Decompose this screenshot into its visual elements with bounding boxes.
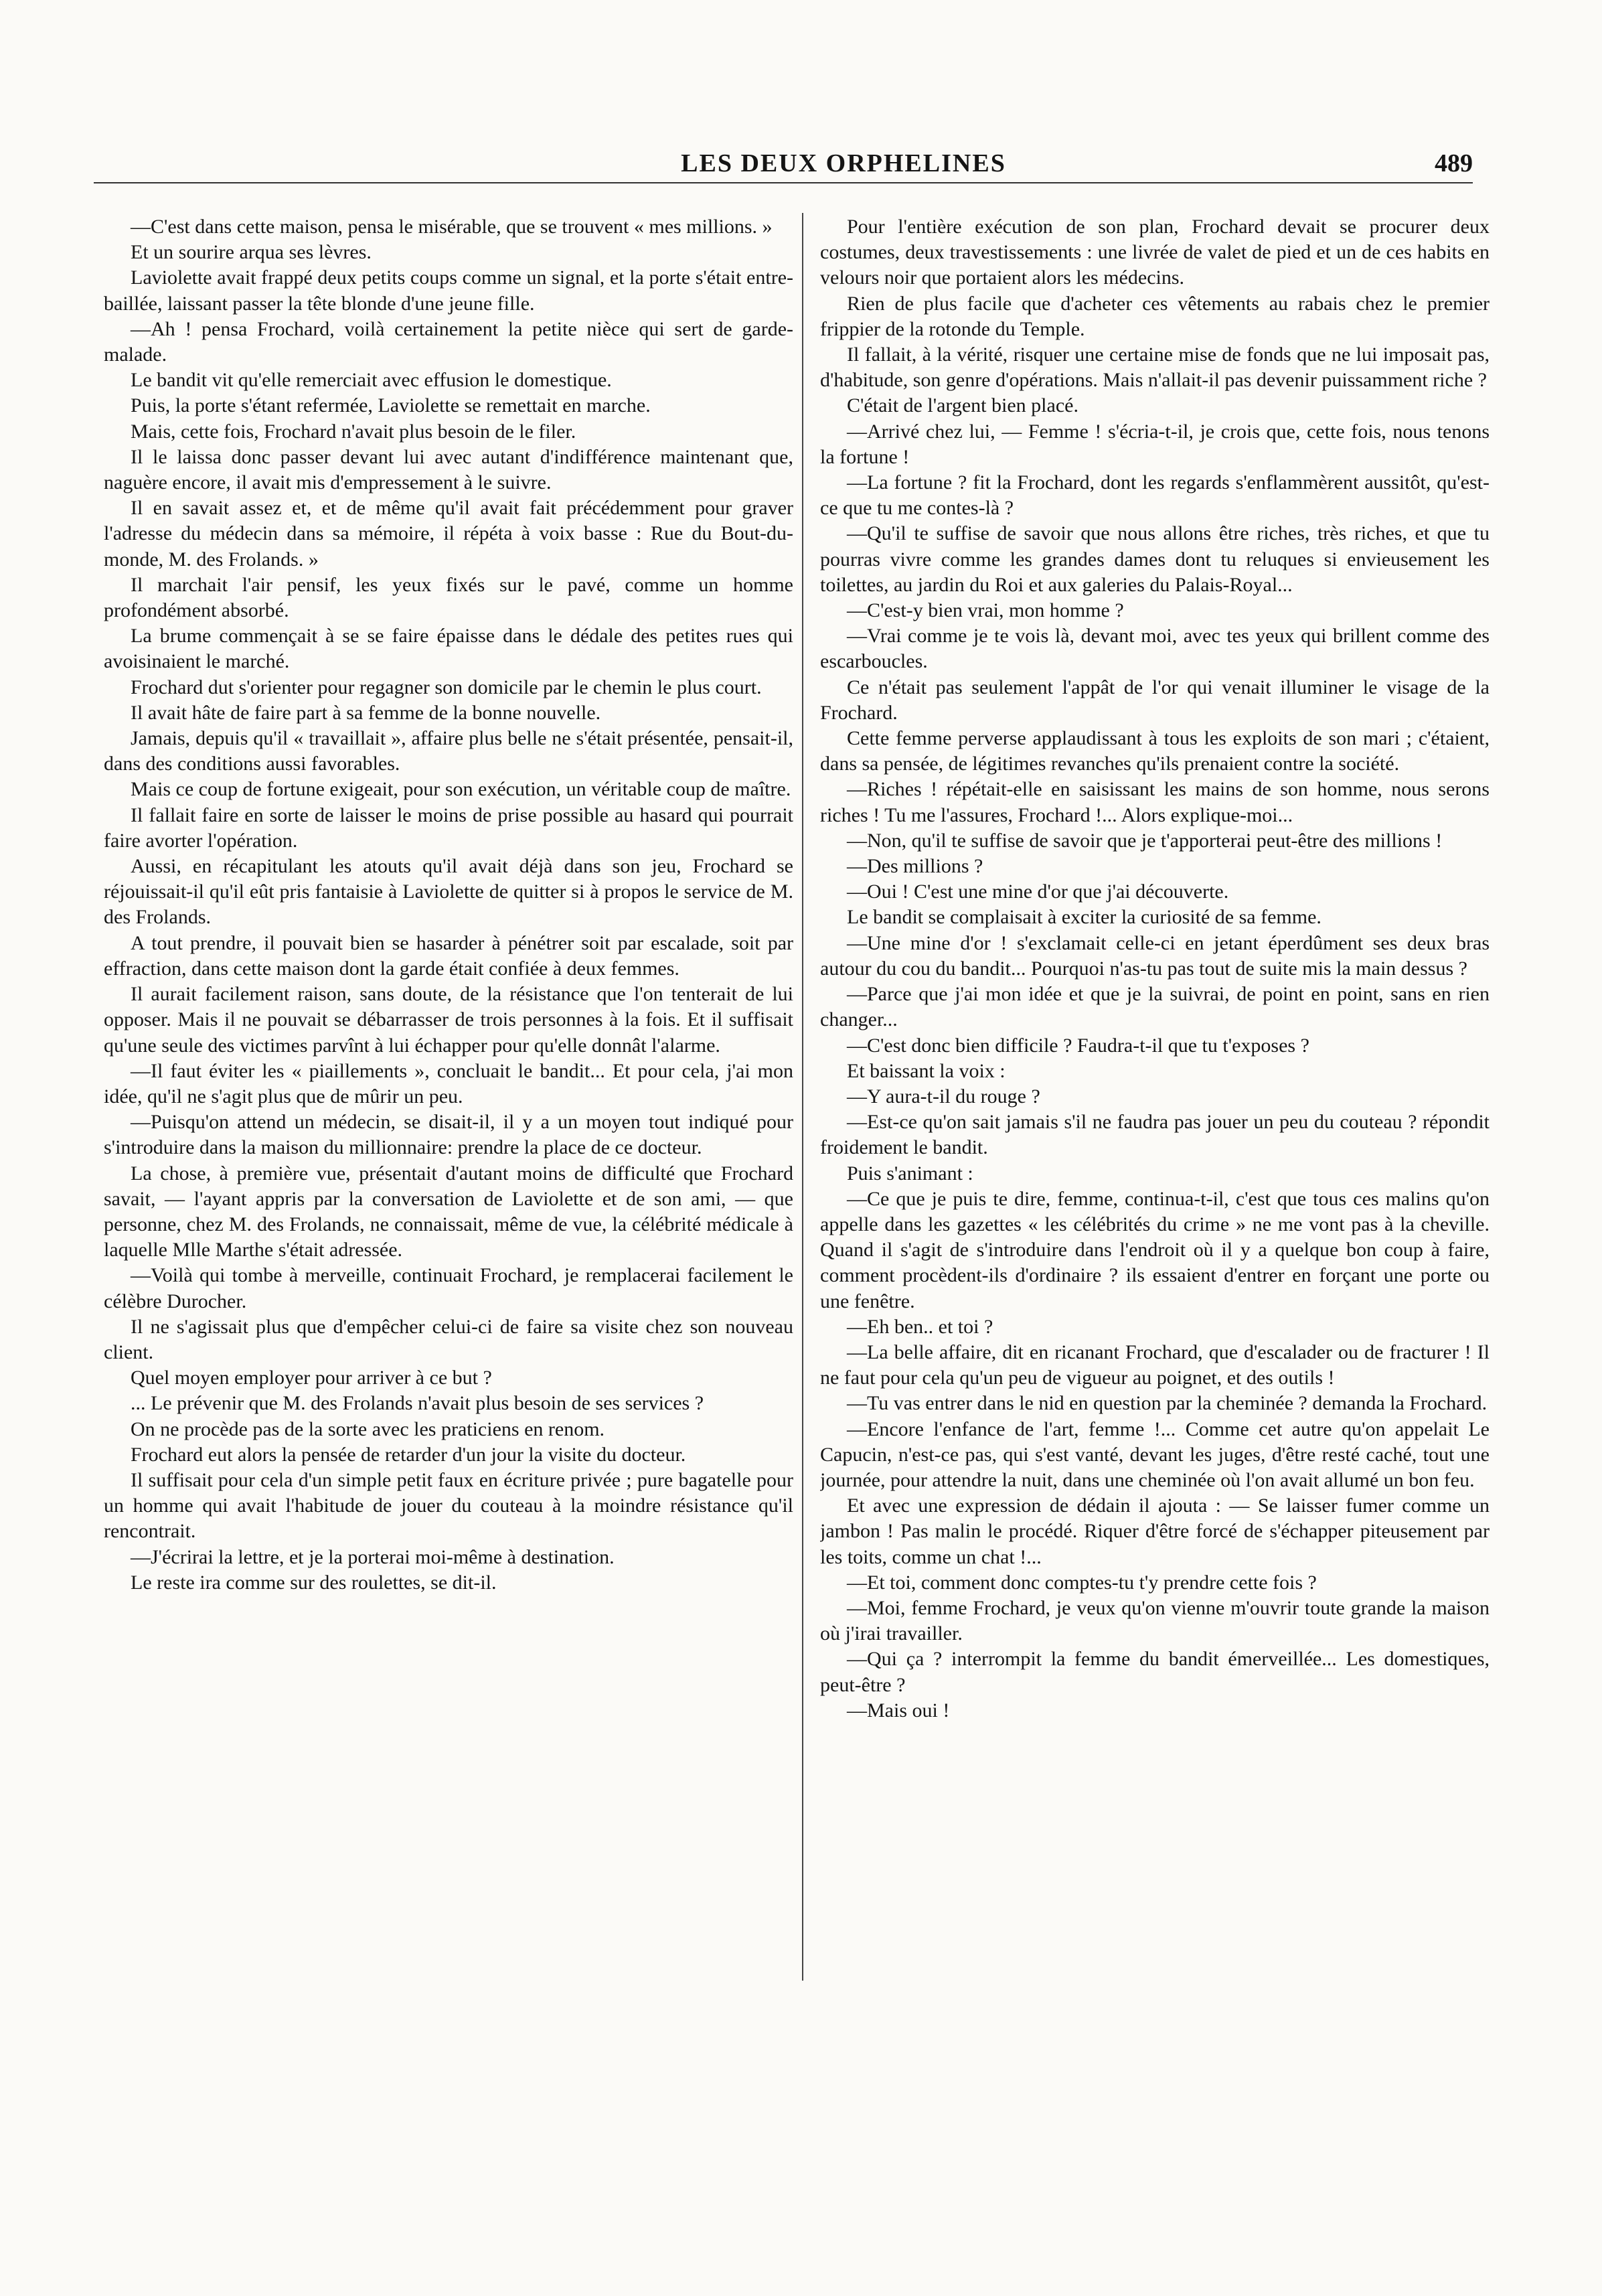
paragraph: Il ne s'agissait plus que d'empêcher celui-ci de faire sa visite chez son nouveau client. <box>104 1315 793 1363</box>
running-title: LES DEUX ORPHELINES <box>681 149 1006 177</box>
paragraph: Cette femme perverse applaudissant à tous les exploits de son mari ; c'étaient, dans sa pensée, de légitimes revanches qu'ils prenaient contre la société. <box>820 727 1490 775</box>
paragraph: —Et toi, comment donc comptes-tu t'y prendre cette fois ? <box>847 1571 1317 1594</box>
paragraph: Il en savait assez et, et de même qu'il avait fait précédemment pour graver l'adresse du médecin dans sa mémoire, il répéta à voix basse : Rue du Bout-du-monde, M. des Frolands. » <box>104 497 793 570</box>
paragraph: Il suffisait pour cela d'un simple petit faux en écriture privée ; pure bagatelle pour un homme qui avait l'habitude de jouer du couteau à la moindre résistance qu'il rencontrait. <box>104 1468 793 1543</box>
paragraph: —Mais oui ! <box>847 1699 950 1721</box>
paragraph: Aussi, en récapitulant les atouts qu'il avait déjà dans son jeu, Frochard se réjouissait-il qu'il eût pris fantaisie à Laviolette de quitter si à propos le service de M. des Frolands. <box>104 855 793 929</box>
paragraph: —Moi, femme Frochard, je veux qu'on vienne m'ouvrir toute grande la maison où j'irai travailler. <box>820 1596 1490 1645</box>
paragraph: Jamais, depuis qu'il « travaillait », affaire plus belle ne s'était présentée, pensait-il, dans des conditions aussi favorables. <box>104 727 793 775</box>
paragraph: Il marchait l'air pensif, les yeux fixés sur le pavé, comme un homme profondément absorbé. <box>104 573 793 622</box>
paragraph: Frochard eut alors la pensée de retarder d'un jour la visite du docteur. <box>131 1443 686 1466</box>
paragraph: —Parce que j'ai mon idée et que je la suivrai, de point en point, sans en rien changer... <box>820 983 1490 1031</box>
paragraph: —Ah ! pensa Frochard, voilà certainement la petite nièce qui sert de garde-malade. <box>104 317 793 366</box>
paragraph: Ce n'était pas seulement l'appât de l'or qui venait illuminer le visage de la Frochard. <box>820 676 1490 724</box>
paragraph: —Arrivé chez lui, — Femme ! s'écria-t-il, je crois que, cette fois, nous tenons la fortune ! <box>820 420 1490 468</box>
paragraph: —Non, qu'il te suffise de savoir que je t'apporterai peut-être des millions ! <box>847 829 1443 852</box>
left-column <box>104 214 793 2243</box>
paragraph: Mais, cette fois, Frochard n'avait plus besoin de le filer. <box>131 420 576 443</box>
paragraph: Et un sourire arqua ses lèvres. <box>131 241 372 264</box>
paragraph: —Qu'il te suffise de savoir que nous allons être riches, très riches, et que tu pourras vivre comme les grandes dames dont tu reluques si envieusement les toilettes, au jardin du Roi et aux galeries du Palais-Royal... <box>820 522 1490 596</box>
paragraph: —Qui ça ? interrompit la femme du bandit émerveillée... Les domestiques, peut-être ? <box>820 1648 1490 1696</box>
paragraph: La brume commençait à se se faire épaisse dans le dédale des petites rues qui avoisinaient le marché. <box>104 625 793 673</box>
paragraph: La chose, à première vue, présentait d'autant moins de difficulté que Frochard savait, — l'ayant appris par la conversation de Laviolette et de son ami, — que personne, chez M. des Frolands, ne connaissait, même de vue, la célébrité médicale à laquelle Mlle Marthe s'était adressée. <box>104 1162 793 1261</box>
paragraph: —C'est-y bien vrai, mon homme ? <box>847 599 1124 622</box>
paragraph: —Est-ce qu'on sait jamais s'il ne faudra pas jouer un peu du couteau ? répondit froidement le bandit. <box>820 1111 1490 1159</box>
page-number: 489 <box>1435 149 1473 177</box>
paragraph: Il avait hâte de faire part à sa femme de la bonne nouvelle. <box>131 701 601 724</box>
paragraph: Le bandit vit qu'elle remerciait avec effusion le domestique. <box>131 369 612 392</box>
right-column <box>820 214 1490 2243</box>
paragraph: —C'est dans cette maison, pensa le misérable, que se trouvent « mes millions. » <box>131 216 773 238</box>
paragraph: —Voilà qui tombe à merveille, continuait Frochard, je remplacerai facilement le célèbre Durocher. <box>104 1264 793 1312</box>
paragraph: C'était de l'argent bien placé. <box>847 394 1078 417</box>
paragraph: —Tu vas entrer dans le nid en question par la cheminée ? demanda la Frochard. <box>847 1392 1488 1415</box>
paragraph: Pour l'entière exécution de son plan, Frochard devait se procurer deux costumes, deux travestissements : une livrée de valet de pied et un de ces habits en velours noir que portaient alors les médecins. <box>820 216 1490 289</box>
paragraph: —J'écrirai la lettre, et je la porterai moi-même à destination. <box>131 1545 615 1568</box>
paragraph: Et baissant la voix : <box>847 1059 1006 1082</box>
paragraph: Il fallait faire en sorte de laisser le moins de prise possible au hasard qui pourrait faire avorter l'opération. <box>104 803 793 852</box>
paragraph: —Y aura-t-il du rouge ? <box>847 1085 1040 1107</box>
paragraph: —Une mine d'or ! s'exclamait celle-ci en jetant éperdûment ses deux bras autour du cou du bandit... Pourquoi n'as-tu pas tout de suite mis la main dessus ? <box>820 931 1490 980</box>
paragraph: Quel moyen employer pour arriver à ce but ? <box>131 1367 492 1389</box>
paragraph: Laviolette avait frappé deux petits coups comme un signal, et la porte s'était entre-baillée, laissant passer la tête blonde d'une jeune fille. <box>104 266 793 315</box>
paragraph: A tout prendre, il pouvait bien se hasarder à pénétrer soit par escalade, soit par effraction, dans cette maison dont la garde était confiée à deux femmes. <box>104 931 793 980</box>
paragraph: On ne procède pas de la sorte avec les praticiens en renom. <box>131 1418 605 1440</box>
paragraph: Puis, la porte s'étant refermée, Laviolette se remettait en marche. <box>131 394 651 417</box>
column-divider <box>802 213 803 1981</box>
paragraph: Il aurait facilement raison, sans doute, de la résistance que l'on tenterait de lui opposer. Mais il ne pouvait se débarrasser de trois personnes à la fois. Et il suffisait qu'une seule des victimes parvînt à lui échapper pour qu'elle donnât l'alarme. <box>104 983 793 1057</box>
paragraph: —Encore l'enfance de l'art, femme !... Comme cet autre qu'on appelait Le Capucin, n'est-ce pas, qui s'est vanté, devant les juges, d'être resté caché, tout une journée, pour attendre la nuit, dans une cheminée où l'on avait allumé un bon feu. <box>820 1418 1490 1491</box>
paragraph: Et avec une expression de dédain il ajouta : — Se laisser fumer comme un jambon ! Pas malin le procédé. Riquer d'être forcé de s'échapper piteusement par les toits, comme un chat !... <box>820 1495 1490 1568</box>
paragraph: Puis s'animant : <box>847 1162 973 1184</box>
paragraph: Rien de plus facile que d'acheter ces vêtements au rabais chez le premier frippier de la rotonde du Temple. <box>820 292 1490 340</box>
paragraph: —La fortune ? fit la Frochard, dont les regards s'enflammèrent aussitôt, qu'est-ce que tu me contes-là ? <box>820 471 1490 520</box>
paragraph: —Puisqu'on attend un médecin, se disait-il, il y a un moyen tout indiqué pour s'introduire dans la maison du millionnaire: prendre la place de ce docteur. <box>104 1111 793 1159</box>
paragraph: —Des millions ? <box>847 855 983 878</box>
paragraph: —Ce que je puis te dire, femme, continua-t-il, c'est que tous ces malins qu'on appelle dans les gazettes « les célébrités du crime » ne me vont pas à la cheville. Quand il s'agit de s'introduire dans l'endroit où il y a quelque bon coup à faire, comment procèdent-ils d'ordinaire ? ils essaient d'entrer en forçant une porte ou une fenêtre. <box>820 1187 1490 1312</box>
paragraph: Frochard dut s'orienter pour regagner son domicile par le chemin le plus court. <box>131 676 762 698</box>
paragraph: Il le laissa donc passer devant lui avec autant d'indifférence maintenant que, naguère encore, il avait mis d'empressement à le suivre. <box>104 445 793 494</box>
paragraph: Mais ce coup de fortune exigeait, pour son exécution, un véritable coup de maître. <box>131 778 791 801</box>
paragraph: Le reste ira comme sur des roulettes, se dit-il. <box>131 1571 497 1594</box>
paragraph: ... Le prévenir que M. des Frolands n'avait plus besoin de ses services ? <box>131 1392 704 1415</box>
header-rule <box>94 182 1473 183</box>
paragraph: —C'est donc bien difficile ? Faudra-t-il que tu t'exposes ? <box>847 1034 1309 1057</box>
paragraph: —Il faut éviter les « piaillements », concluait le bandit... Et pour cela, j'ai mon idée, qu'il ne s'agit plus que de mûrir un peu. <box>104 1059 793 1107</box>
paragraph: —Oui ! C'est une mine d'or que j'ai découverte. <box>847 881 1229 903</box>
paragraph: —Riches ! répétait-elle en saisissant les mains de son homme, nous serons riches ! Tu me l'assures, Frochard !... Alors explique-moi... <box>820 778 1490 826</box>
paragraph: Le bandit se complaisait à exciter la curiosité de sa femme. <box>847 906 1321 929</box>
paragraph: —La belle affaire, dit en ricanant Frochard, que d'escalader ou de fracturer ! Il ne faut pour cela qu'un peu de vigueur au poignet, et des outils ! <box>820 1341 1490 1389</box>
paragraph: —Vrai comme je te vois là, devant moi, avec tes yeux qui brillent comme des escarboucles. <box>820 625 1490 673</box>
paragraph: Il fallait, à la vérité, risquer une certaine mise de fonds que ne lui imposait pas, d'habitude, son genre d'opérations. Mais n'allait-il pas devenir puissamment riche ? <box>820 343 1490 392</box>
paragraph: —Eh ben.. et toi ? <box>847 1315 993 1338</box>
